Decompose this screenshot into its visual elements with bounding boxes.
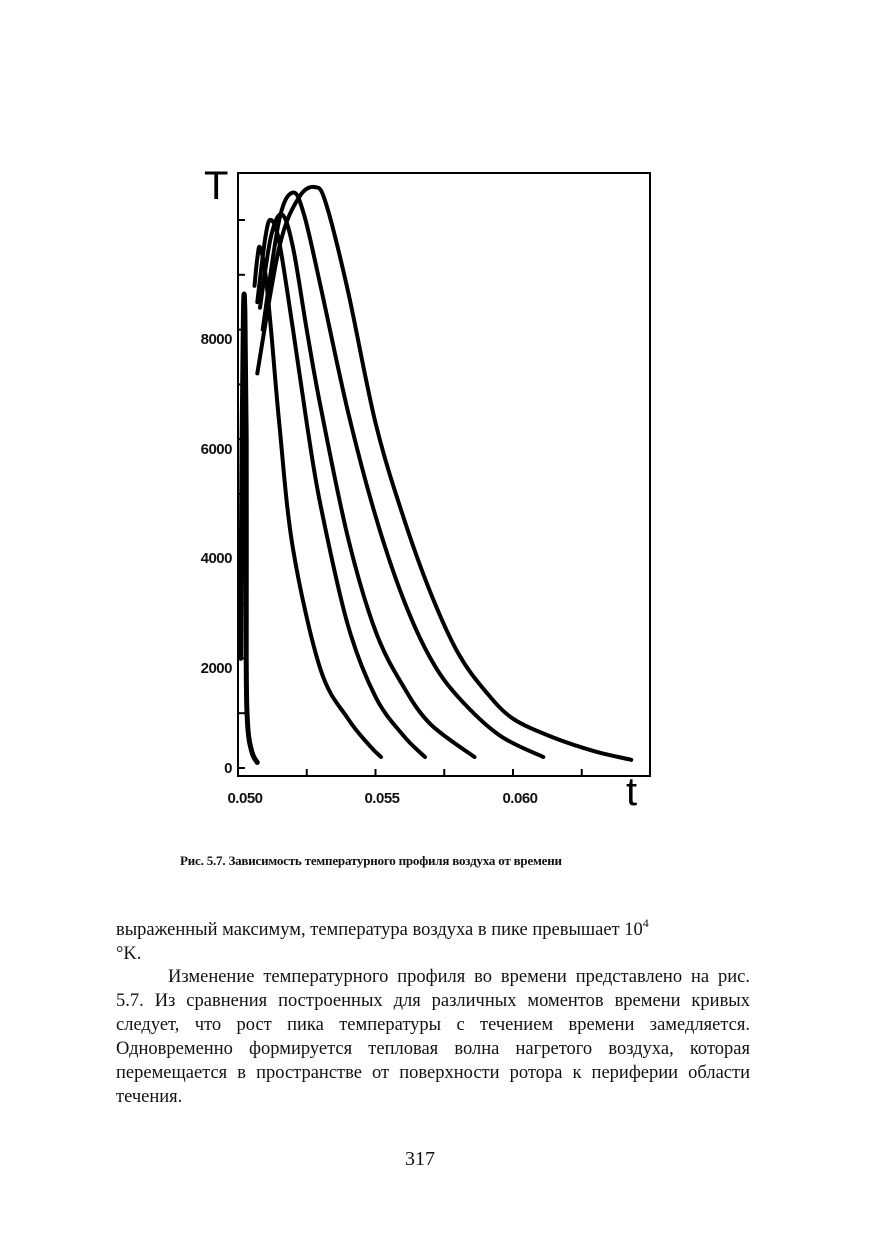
exponent: 4 (642, 916, 649, 930)
curves (241, 187, 632, 763)
figure-caption: Рис. 5.7. Зависимость температурного профиля воздуха от времени (180, 853, 562, 868)
paragraph-1-text: выраженный максимум, температура воздуха в пике превышает 10 (116, 920, 643, 940)
x-tick-label: 0.055 (364, 790, 400, 807)
y-axis-label: T (204, 164, 229, 208)
temperature-curve-2 (255, 247, 382, 757)
temperature-curve-1 (241, 294, 258, 762)
y-tick-label: 0 (224, 760, 232, 777)
x-axis-label: t (626, 770, 638, 814)
y-tick-label: 2000 (200, 660, 232, 677)
temperature-curve-3 (257, 220, 425, 757)
paragraph-2: Изменение температурного профиля во времени представлено на рис. 5.7. Из сравнения построенных для различных моментов времени кривых следует, что рост пика температуры с течением времени замедляется. Одновременно формируется тепловая волна нагретого воздуха, которая перемещается в пространстве от поверхности ротора к периферии области течения. (116, 967, 750, 1107)
y-tick-label: 6000 (200, 441, 232, 458)
paragraph-1 (116, 918, 750, 966)
paragraph-1-unit: °K. (116, 944, 142, 964)
plot-frame (238, 173, 650, 776)
x-tick-label: 0.050 (227, 790, 263, 807)
y-tick-label: 4000 (200, 550, 232, 567)
x-tick-label: 0.060 (502, 790, 538, 807)
page-number: 317 (405, 1148, 435, 1170)
temperature-curve-5 (263, 193, 544, 757)
y-tick-label: 8000 (200, 331, 232, 348)
